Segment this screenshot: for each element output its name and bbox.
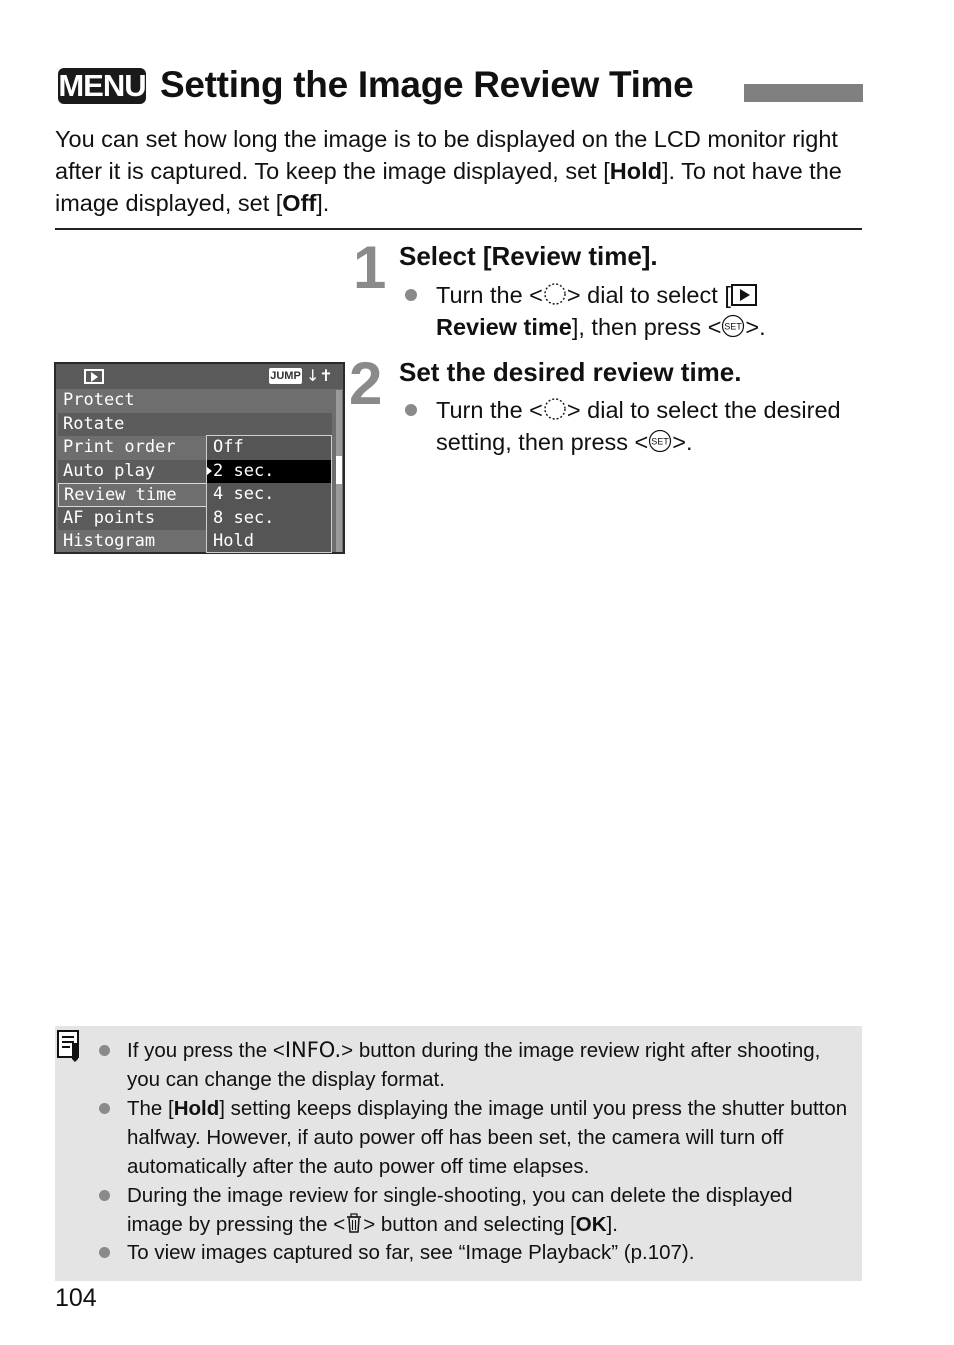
main-dial-icon [543,282,567,306]
lcd-option: Off [213,437,244,457]
bullet-icon [99,1103,110,1114]
bullet-icon [405,404,417,416]
bullet-icon [99,1045,110,1056]
bullet-icon [99,1190,110,1201]
lcd-menu-item: AF points [58,507,332,531]
note-item: To view images captured so far, see “Image Playback” (p.107). [99,1238,849,1267]
lcd-option-selected: 2 sec. [207,460,331,484]
set-button-icon [721,314,745,338]
info-button-label: INFO. [284,1038,342,1062]
setup-tools-icon: ↓✝ [306,366,333,385]
lcd-menu-item: Histogram [63,531,156,551]
svg-text:SET: SET [651,436,670,447]
step-number-2: 2 [349,350,383,417]
note-item: The [Hold] setting keeps displaying the image until you press the shutter button halfway. However, if auto power off has been set, the camera will turn off automatically after the auto power off time elapses. [99,1094,849,1181]
lcd-menu-item-review-time: Review time [58,483,332,507]
note-icon [56,1029,82,1063]
step-title-1: Select [Review time]. [399,241,658,271]
lcd-option: 8 sec. [213,507,275,528]
main-dial-icon [543,397,567,421]
lcd-menu-screen [54,362,345,554]
intro-paragraph: You can set how long the image is to be displayed on the LCD monitor right after it is captured. To keep the image displayed, set [Hold]. To not have the image displayed, set [Off]. [55,126,842,216]
lcd-menu-item: Print order [63,437,176,457]
section-divider [55,228,862,230]
title-decoration-bar [744,84,863,102]
set-button-icon [648,429,672,453]
lcd-option: Hold [213,531,254,551]
lcd-menu-item: Protect [63,390,135,410]
lcd-menu-item: Rotate [58,413,332,437]
page-number: 104 [55,1284,97,1312]
playback-icon [731,284,757,306]
lcd-scrollbar [336,390,342,552]
svg-text:SET: SET [724,321,743,332]
lcd-scroll-thumb [336,456,342,484]
playback-tab-icon [84,369,104,384]
step-body-1: Turn the < > dial to select [ Review time], then press < SET >. [405,279,855,343]
step-body-2: Turn the < > dial to select the desired setting, then press < SET >. [405,394,855,458]
lcd-tab-bar [56,364,343,389]
note-item: If you press the <INFO.> button during the image review right after shooting, you can change the display format. [99,1036,849,1094]
step-number-1: 1 [353,234,387,301]
trash-icon [345,1212,363,1234]
bullet-icon [99,1247,110,1258]
menu-badge: MENU [58,68,146,103]
step-title-2: Set the desired review time. [399,357,742,387]
page-title: Setting the Image Review Time [160,64,694,105]
lcd-option: 4 sec. [213,484,275,504]
bullet-icon [405,289,417,301]
lcd-options-panel [206,435,332,553]
notes-box [55,1026,862,1281]
jump-icon: JUMP [270,370,301,382]
lcd-menu-item: Auto play [58,460,332,484]
note-item: During the image review for single-shooting, you can delete the displayed image by pressing the < > button and selecting [OK]. [99,1181,849,1239]
